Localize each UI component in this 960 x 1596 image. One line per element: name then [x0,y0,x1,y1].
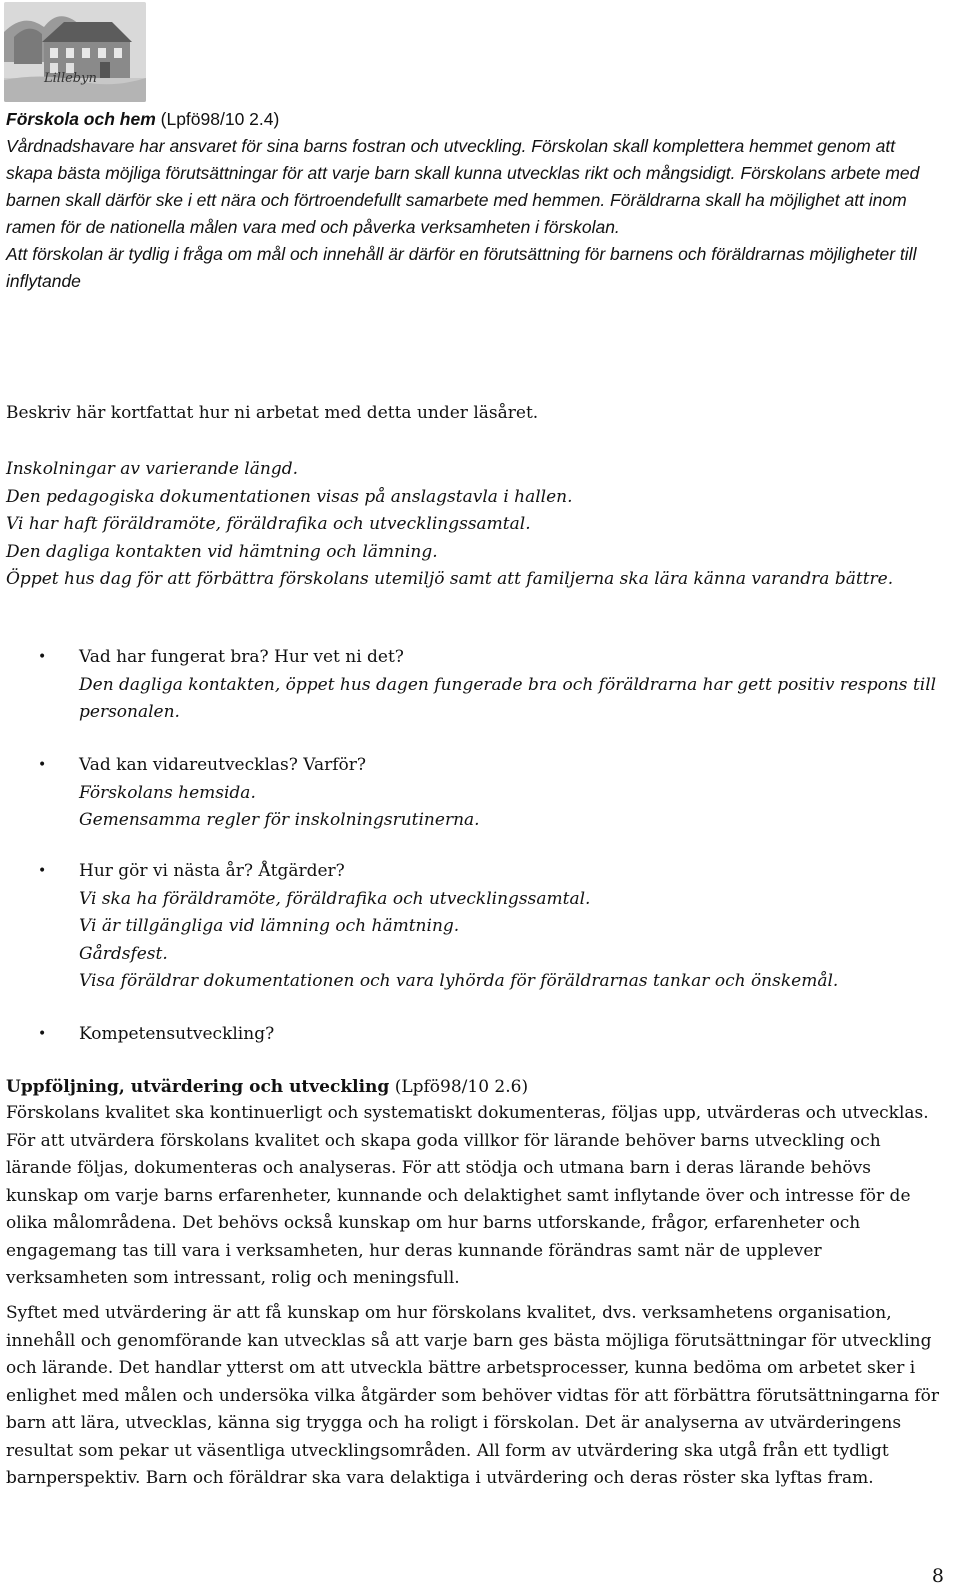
answer-text: Visa föräldrar dokumentationen och vara lyhörda för föräldrarnas tankar och önskemål. [79,971,839,991]
note-line: Den pedagogiska dokumentationen visas på anslagstavla i hallen. [6,486,573,507]
section-ref: (Lpfö98/10 2.4) [160,109,280,129]
question-item [0,644,946,727]
page-number: 8 [931,1565,944,1587]
describe-instruction: Beskriv här kortfattat hur ni arbetat med detta under läsåret. [6,403,539,423]
answer-text: Gemensamma regler för inskolningsrutinerna. [79,810,480,830]
intro-section [6,106,946,295]
house-illustration [4,2,146,102]
purpose-paragraph: Syftet med utvärdering är att få kunskap om hur förskolans kvalitet, dvs. verksamhetens organisation, innehåll och genomförande kan utvecklas så att varje barn ges bästa möjliga förutsättningar för utveckling och lärande. Det handlar ytterst om att utveckla bättre arbetsprocesser, kunna bedöma om arbetet sker i enlighet med målen och undersöka vilka åtgärder som behöver vidtas för att förbättra förutsättningarna för barn att lära, utvecklas, känna sig trygga och ha roligt i förskolan. Det är analyserna av utvärderingens resultat som pekar ut väsentliga utvecklingsområden. All form av utvärdering ska utgå från ett tydligt barnperspektiv. Barn och föräldrar ska vara delaktiga i utvärdering och deras röster ska lyftas fram. [6,1303,940,1488]
answer-text: Den dagliga kontakten, öppet hus dagen fungerade bra och föräldrarna har gett positiv respons till personalen. [79,674,937,722]
intro-paragraph-2: Att förskolan är tydlig i fråga om mål och innehåll är därför en förutsättning för barnens och föräldrarnas möjligheter till inflytande [6,244,917,291]
question-item [0,1021,946,1049]
bullet-icon: • [38,757,47,773]
question-text: Kompetensutveckling? [79,1024,275,1044]
preschool-logo [4,2,146,102]
question-item [0,752,946,835]
bullet-icon: • [38,649,47,665]
followup-heading-line [6,1074,946,1102]
notes-list [6,456,946,594]
question-text: Hur gör vi nästa år? Åtgärder? [79,861,345,881]
note-line: Den dagliga kontakten vid hämtning och lämning. [6,541,438,562]
note-line: Inskolningar av varierande längd. [6,459,298,479]
answer-text: Vi är tillgängliga vid lämning och hämtning. [79,916,460,936]
section-heading: Uppföljning, utvärdering och utveckling [6,1077,390,1097]
question-text: Vad kan vidareutvecklas? Varför? [79,755,366,775]
answer-text: Gårdsfest. [79,943,168,964]
question-text: Vad har fungerat bra? Hur vet ni det? [79,647,404,667]
bullet-icon: • [38,1026,47,1042]
intro-paragraph: Vårdnadshavare har ansvaret för sina barns fostran och utveckling. Förskolan skall komplettera hemmet genom att skapa bästa möjliga förutsättningar för att varje barn skall kunna utvecklas rikt och mångsidigt. Förskolans arbete med barnen skall därför ske i ett nära och förtroendefullt samarbete med hemmen. Föräldrarna skall ha möjlighet att inom ramen för de nationella målen vara med och påverka verksamheten i förskolan. [6,136,920,237]
bullet-icon: • [38,863,47,879]
answer-text: Förskolans hemsida. [79,782,256,803]
section-ref: (Lpfö98/10 2.6) [394,1077,529,1097]
answer-text: Vi ska ha föräldramöte, föräldrafika och utvecklingssamtal. [79,888,591,909]
section-title: Förskola och hem [6,109,156,129]
note-line: Öppet hus dag för att förbättra förskolans utemiljö samt att familjerna ska lära känna varandra bättre. [6,569,894,589]
note-line: Vi har haft föräldramöte, föräldrafika och utvecklingssamtal. [6,514,531,534]
question-item [0,858,946,996]
logo-caption: Lillebyn [44,71,97,86]
followup-paragraph: Förskolans kvalitet ska kontinuerligt och systematiskt dokumenteras, följas upp, utvärderas och utvecklas. För att utvärdera förskolans kvalitet och skapa goda villkor för lärande behöver barns utveckling och lärande följas, dokumenteras och analyseras. För att stödja och utmana barn i deras lärande behövs kunskap om varje barns erfarenheter, kunnande och delaktighet samt inflytande över och intresse för de olika målområdena. Det behövs också kunskap om hur barns utforskande, frågor, erfarenheter och engagemang tas till vara i verksamheten, hur deras kunnande förändras samt när de upplever verksamheten som intressant, rolig och meningsfull. [6,1103,929,1288]
